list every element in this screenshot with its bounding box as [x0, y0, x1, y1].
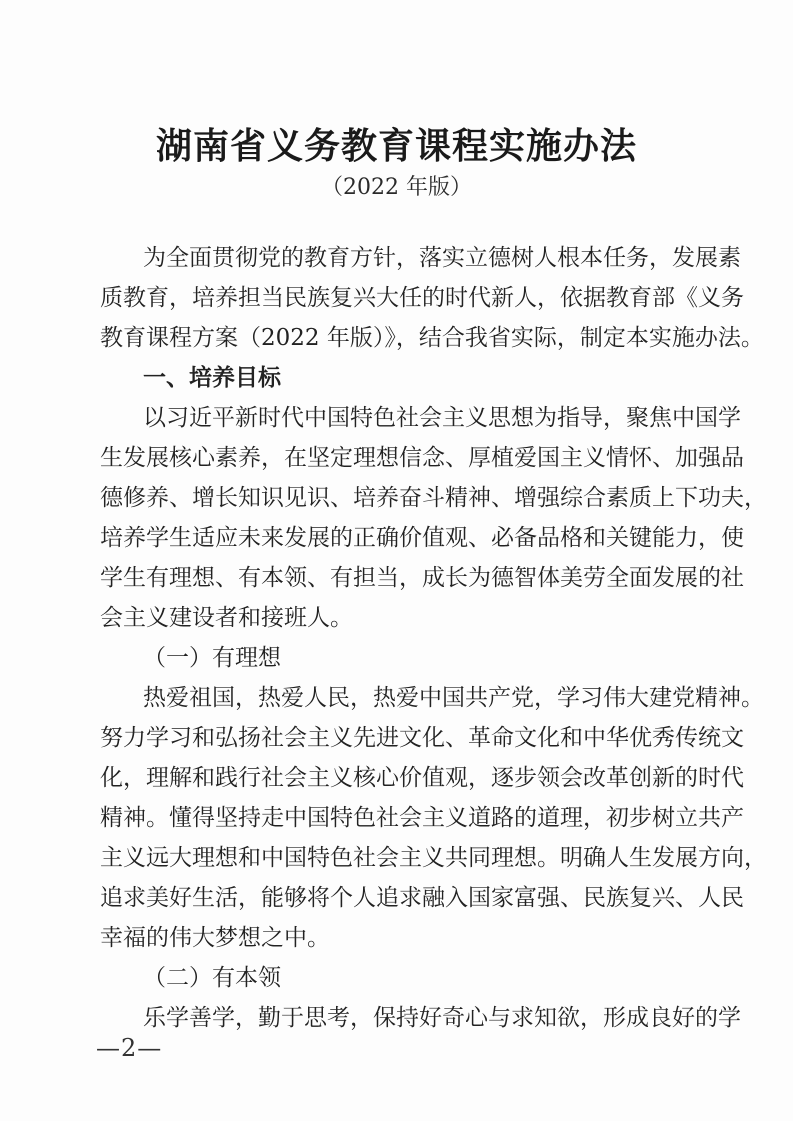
- paragraph-line: 追求美好生活，能够将个人追求融入国家富强、民族复兴、人民: [100, 885, 744, 911]
- paragraph-line: 生发展核心素养，在坚定理想信念、厚植爱国主义情怀、加强品: [100, 445, 744, 471]
- document-subtitle: （2022 年版）: [321, 175, 472, 200]
- subsection-heading-ideals: （一）有理想: [143, 645, 281, 671]
- section-heading-goals: 一、培养目标: [143, 365, 281, 391]
- paragraph-line: 主义远大理想和中国特色社会主义共同理想。明确人生发展方向，: [100, 845, 767, 871]
- page-number: —2—: [96, 1034, 163, 1062]
- paragraph-line: 学生有理想、有本领、有担当，成长为德智体美劳全面发展的社: [100, 565, 744, 591]
- paragraph-line: 努力学习和弘扬社会主义先进文化、革命文化和中华优秀传统文: [100, 725, 744, 751]
- paragraph-line: 德修养、增长知识见识、培养奋斗精神、增强综合素质上下功夫，: [100, 485, 767, 511]
- paragraph-line: 会主义建设者和接班人。: [100, 605, 353, 631]
- paragraph-line: 幸福的伟大梦想之中。: [100, 925, 330, 951]
- paragraph-line: 精神。懂得坚持走中国特色社会主义道路的道理，初步树立共产: [100, 805, 744, 831]
- paragraph-line: 乐学善学，勤于思考，保持好奇心与求知欲，形成良好的学: [143, 1005, 741, 1031]
- document-title: 湖南省义务教育课程实施办法: [155, 126, 637, 167]
- intro-line: 质教育，培养担当民族复兴大任的时代新人，依据教育部《义务: [100, 285, 744, 311]
- intro-line: 为全面贯彻党的教育方针，落实立德树人根本任务，发展素: [143, 245, 741, 271]
- paragraph-line: 培养学生适应未来发展的正确价值观、必备品格和关键能力，使: [100, 525, 744, 551]
- paragraph-line: 热爱祖国，热爱人民，热爱中国共产党，学习伟大建党精神。: [143, 685, 764, 711]
- paragraph-line: 化，理解和践行社会主义核心价值观，逐步领会改革创新的时代: [100, 765, 744, 791]
- paragraph-line: 以习近平新时代中国特色社会主义思想为指导，聚焦中国学: [143, 405, 741, 431]
- intro-line: 教育课程方案（2022 年版）》，结合我省实际，制定本实施办法。: [100, 325, 764, 351]
- subsection-heading-skills: （二）有本领: [143, 965, 281, 991]
